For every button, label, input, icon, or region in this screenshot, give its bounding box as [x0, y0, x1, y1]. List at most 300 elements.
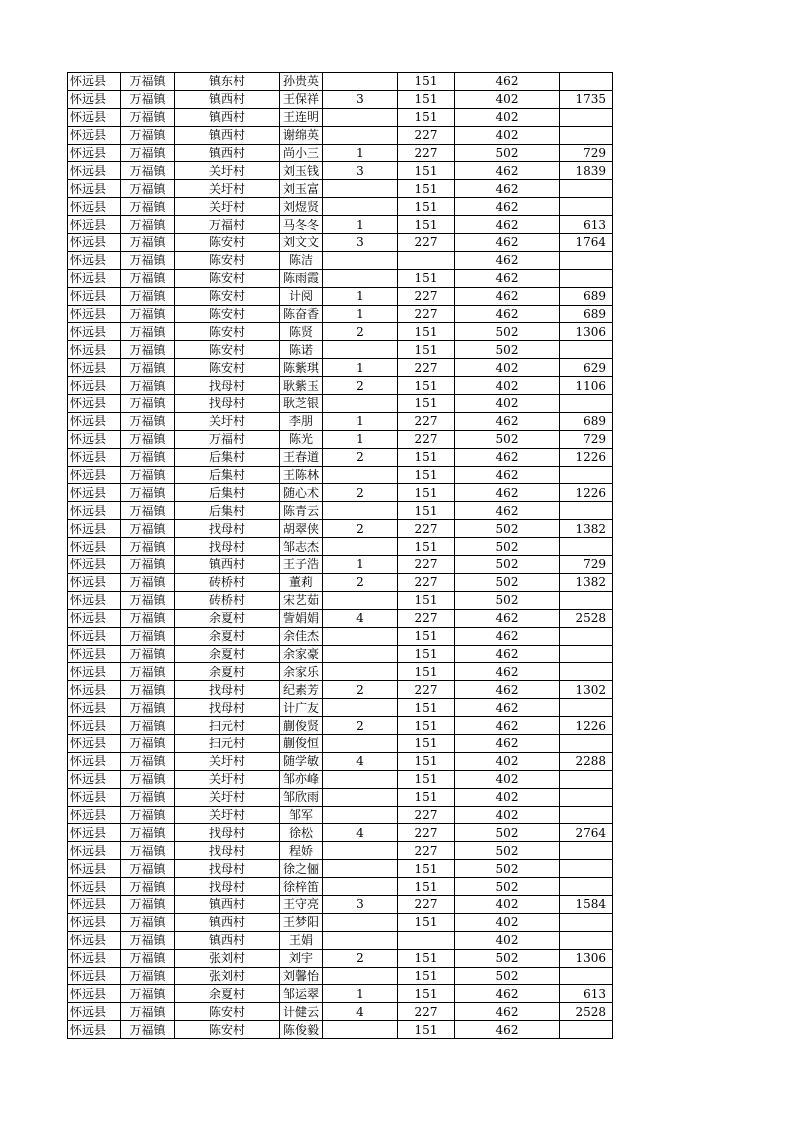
value-a-cell[interactable]: 151 — [398, 198, 455, 216]
count-cell[interactable]: 3 — [323, 234, 398, 252]
value-b-cell[interactable]: 462 — [455, 305, 560, 323]
amount-cell[interactable] — [560, 502, 613, 520]
amount-cell[interactable]: 2528 — [560, 609, 613, 627]
town-cell[interactable]: 万福镇 — [121, 502, 175, 520]
village-cell[interactable]: 关圩村 — [175, 162, 280, 180]
value-a-cell[interactable]: 227 — [398, 824, 455, 842]
value-b-cell[interactable]: 402 — [455, 395, 560, 413]
name-cell[interactable]: 王春道 — [280, 448, 323, 466]
name-cell[interactable]: 陈洁 — [280, 251, 323, 269]
value-a-cell[interactable]: 151 — [398, 949, 455, 967]
value-b-cell[interactable]: 402 — [455, 359, 560, 377]
name-cell[interactable]: 陈诺 — [280, 341, 323, 359]
county-cell[interactable]: 怀远县 — [68, 269, 121, 287]
county-cell[interactable]: 怀远县 — [68, 734, 121, 752]
value-b-cell[interactable]: 402 — [455, 788, 560, 806]
value-a-cell[interactable]: 151 — [398, 90, 455, 108]
count-cell[interactable] — [323, 645, 398, 663]
amount-cell[interactable] — [560, 860, 613, 878]
amount-cell[interactable]: 629 — [560, 359, 613, 377]
town-cell[interactable]: 万福镇 — [121, 860, 175, 878]
name-cell[interactable]: 王子浩 — [280, 556, 323, 574]
value-a-cell[interactable] — [398, 251, 455, 269]
value-a-cell[interactable]: 151 — [398, 645, 455, 663]
name-cell[interactable]: 计阅 — [280, 287, 323, 305]
town-cell[interactable]: 万福镇 — [121, 806, 175, 824]
town-cell[interactable]: 万福镇 — [121, 931, 175, 949]
town-cell[interactable]: 万福镇 — [121, 180, 175, 198]
village-cell[interactable]: 余夏村 — [175, 627, 280, 645]
town-cell[interactable]: 万福镇 — [121, 305, 175, 323]
name-cell[interactable]: 徐梓笛 — [280, 878, 323, 896]
county-cell[interactable]: 怀远县 — [68, 627, 121, 645]
name-cell[interactable]: 刘玉富 — [280, 180, 323, 198]
value-a-cell[interactable]: 151 — [398, 466, 455, 484]
count-cell[interactable] — [323, 842, 398, 860]
county-cell[interactable]: 怀远县 — [68, 359, 121, 377]
village-cell[interactable]: 后集村 — [175, 502, 280, 520]
county-cell[interactable]: 怀远县 — [68, 967, 121, 985]
name-cell[interactable]: 王梦阳 — [280, 913, 323, 931]
value-b-cell[interactable]: 462 — [455, 627, 560, 645]
county-cell[interactable]: 怀远县 — [68, 377, 121, 395]
value-a-cell[interactable]: 151 — [398, 538, 455, 556]
value-b-cell[interactable]: 462 — [455, 251, 560, 269]
count-cell[interactable] — [323, 538, 398, 556]
count-cell[interactable] — [323, 878, 398, 896]
name-cell[interactable]: 宋艺茹 — [280, 591, 323, 609]
value-b-cell[interactable]: 402 — [455, 770, 560, 788]
village-cell[interactable]: 找母村 — [175, 699, 280, 717]
village-cell[interactable]: 镇西村 — [175, 144, 280, 162]
town-cell[interactable]: 万福镇 — [121, 985, 175, 1003]
amount-cell[interactable] — [560, 699, 613, 717]
county-cell[interactable]: 怀远县 — [68, 556, 121, 574]
amount-cell[interactable]: 729 — [560, 430, 613, 448]
county-cell[interactable]: 怀远县 — [68, 234, 121, 252]
value-a-cell[interactable]: 227 — [398, 126, 455, 144]
count-cell[interactable]: 1 — [323, 556, 398, 574]
village-cell[interactable]: 余夏村 — [175, 609, 280, 627]
county-cell[interactable]: 怀远县 — [68, 448, 121, 466]
name-cell[interactable]: 纪素芳 — [280, 681, 323, 699]
village-cell[interactable]: 关圩村 — [175, 180, 280, 198]
county-cell[interactable]: 怀远县 — [68, 609, 121, 627]
count-cell[interactable] — [323, 806, 398, 824]
name-cell[interactable]: 李朋 — [280, 412, 323, 430]
name-cell[interactable]: 王陈林 — [280, 466, 323, 484]
village-cell[interactable]: 找母村 — [175, 377, 280, 395]
count-cell[interactable] — [323, 108, 398, 126]
value-b-cell[interactable]: 502 — [455, 573, 560, 591]
value-b-cell[interactable]: 462 — [455, 1003, 560, 1021]
value-a-cell[interactable]: 151 — [398, 377, 455, 395]
value-b-cell[interactable]: 462 — [455, 734, 560, 752]
county-cell[interactable]: 怀远县 — [68, 108, 121, 126]
village-cell[interactable]: 扫元村 — [175, 717, 280, 735]
amount-cell[interactable]: 1306 — [560, 949, 613, 967]
amount-cell[interactable]: 1382 — [560, 520, 613, 538]
count-cell[interactable] — [323, 126, 398, 144]
value-b-cell[interactable]: 462 — [455, 985, 560, 1003]
value-b-cell[interactable]: 462 — [455, 287, 560, 305]
town-cell[interactable]: 万福镇 — [121, 126, 175, 144]
town-cell[interactable]: 万福镇 — [121, 591, 175, 609]
name-cell[interactable]: 陈奋香 — [280, 305, 323, 323]
count-cell[interactable]: 4 — [323, 824, 398, 842]
value-a-cell[interactable]: 227 — [398, 430, 455, 448]
village-cell[interactable]: 关圩村 — [175, 770, 280, 788]
amount-cell[interactable]: 689 — [560, 287, 613, 305]
count-cell[interactable]: 1 — [323, 985, 398, 1003]
value-b-cell[interactable]: 402 — [455, 895, 560, 913]
name-cell[interactable]: 刘馨怡 — [280, 967, 323, 985]
value-a-cell[interactable]: 151 — [398, 663, 455, 681]
amount-cell[interactable] — [560, 108, 613, 126]
town-cell[interactable]: 万福镇 — [121, 144, 175, 162]
count-cell[interactable] — [323, 913, 398, 931]
value-b-cell[interactable]: 462 — [455, 466, 560, 484]
count-cell[interactable]: 1 — [323, 430, 398, 448]
amount-cell[interactable]: 729 — [560, 556, 613, 574]
county-cell[interactable]: 怀远县 — [68, 949, 121, 967]
value-b-cell[interactable]: 402 — [455, 90, 560, 108]
town-cell[interactable]: 万福镇 — [121, 913, 175, 931]
town-cell[interactable]: 万福镇 — [121, 752, 175, 770]
value-a-cell[interactable]: 151 — [398, 860, 455, 878]
value-b-cell[interactable]: 462 — [455, 1021, 560, 1039]
town-cell[interactable]: 万福镇 — [121, 770, 175, 788]
amount-cell[interactable]: 1106 — [560, 377, 613, 395]
name-cell[interactable]: 邹欣雨 — [280, 788, 323, 806]
value-b-cell[interactable]: 462 — [455, 502, 560, 520]
name-cell[interactable]: 邹亦峰 — [280, 770, 323, 788]
village-cell[interactable]: 砖桥村 — [175, 591, 280, 609]
county-cell[interactable]: 怀远县 — [68, 842, 121, 860]
count-cell[interactable] — [323, 466, 398, 484]
value-a-cell[interactable]: 151 — [398, 913, 455, 931]
name-cell[interactable]: 耿紫玉 — [280, 377, 323, 395]
town-cell[interactable]: 万福镇 — [121, 895, 175, 913]
value-a-cell[interactable]: 227 — [398, 144, 455, 162]
town-cell[interactable]: 万福镇 — [121, 412, 175, 430]
value-b-cell[interactable]: 462 — [455, 269, 560, 287]
village-cell[interactable]: 陈安村 — [175, 341, 280, 359]
value-a-cell[interactable]: 227 — [398, 895, 455, 913]
count-cell[interactable]: 2 — [323, 377, 398, 395]
name-cell[interactable]: 徐松 — [280, 824, 323, 842]
value-a-cell[interactable]: 151 — [398, 878, 455, 896]
value-a-cell[interactable]: 151 — [398, 699, 455, 717]
county-cell[interactable]: 怀远县 — [68, 484, 121, 502]
town-cell[interactable]: 万福镇 — [121, 377, 175, 395]
county-cell[interactable]: 怀远县 — [68, 395, 121, 413]
value-a-cell[interactable]: 151 — [398, 108, 455, 126]
name-cell[interactable]: 徐之俪 — [280, 860, 323, 878]
name-cell[interactable]: 随心术 — [280, 484, 323, 502]
town-cell[interactable]: 万福镇 — [121, 573, 175, 591]
count-cell[interactable] — [323, 341, 398, 359]
village-cell[interactable]: 陈安村 — [175, 305, 280, 323]
name-cell[interactable]: 陈光 — [280, 430, 323, 448]
amount-cell[interactable] — [560, 788, 613, 806]
value-b-cell[interactable]: 502 — [455, 878, 560, 896]
county-cell[interactable]: 怀远县 — [68, 412, 121, 430]
value-b-cell[interactable]: 502 — [455, 323, 560, 341]
county-cell[interactable]: 怀远县 — [68, 860, 121, 878]
county-cell[interactable]: 怀远县 — [68, 681, 121, 699]
count-cell[interactable]: 1 — [323, 359, 398, 377]
amount-cell[interactable]: 613 — [560, 216, 613, 234]
value-a-cell[interactable]: 151 — [398, 216, 455, 234]
value-b-cell[interactable]: 462 — [455, 699, 560, 717]
village-cell[interactable]: 关圩村 — [175, 752, 280, 770]
count-cell[interactable] — [323, 734, 398, 752]
count-cell[interactable] — [323, 251, 398, 269]
amount-cell[interactable] — [560, 627, 613, 645]
county-cell[interactable]: 怀远县 — [68, 1021, 121, 1039]
value-a-cell[interactable]: 227 — [398, 681, 455, 699]
value-a-cell[interactable]: 227 — [398, 806, 455, 824]
village-cell[interactable]: 陈安村 — [175, 234, 280, 252]
amount-cell[interactable] — [560, 770, 613, 788]
value-b-cell[interactable]: 462 — [455, 681, 560, 699]
count-cell[interactable]: 2 — [323, 448, 398, 466]
county-cell[interactable]: 怀远县 — [68, 287, 121, 305]
town-cell[interactable]: 万福镇 — [121, 90, 175, 108]
value-b-cell[interactable]: 462 — [455, 448, 560, 466]
amount-cell[interactable] — [560, 878, 613, 896]
village-cell[interactable]: 关圩村 — [175, 412, 280, 430]
count-cell[interactable]: 1 — [323, 305, 398, 323]
village-cell[interactable]: 陈安村 — [175, 359, 280, 377]
county-cell[interactable]: 怀远县 — [68, 895, 121, 913]
town-cell[interactable]: 万福镇 — [121, 198, 175, 216]
amount-cell[interactable] — [560, 538, 613, 556]
town-cell[interactable]: 万福镇 — [121, 108, 175, 126]
town-cell[interactable]: 万福镇 — [121, 1021, 175, 1039]
value-b-cell[interactable]: 502 — [455, 967, 560, 985]
value-a-cell[interactable]: 151 — [398, 484, 455, 502]
value-b-cell[interactable]: 462 — [455, 717, 560, 735]
village-cell[interactable]: 砖桥村 — [175, 573, 280, 591]
amount-cell[interactable] — [560, 395, 613, 413]
town-cell[interactable]: 万福镇 — [121, 734, 175, 752]
village-cell[interactable]: 镇西村 — [175, 931, 280, 949]
county-cell[interactable]: 怀远县 — [68, 770, 121, 788]
village-cell[interactable]: 陈安村 — [175, 287, 280, 305]
name-cell[interactable]: 耿芝银 — [280, 395, 323, 413]
village-cell[interactable]: 万福村 — [175, 430, 280, 448]
name-cell[interactable]: 计健云 — [280, 1003, 323, 1021]
value-a-cell[interactable]: 151 — [398, 323, 455, 341]
county-cell[interactable]: 怀远县 — [68, 144, 121, 162]
village-cell[interactable]: 张刘村 — [175, 967, 280, 985]
count-cell[interactable]: 2 — [323, 520, 398, 538]
county-cell[interactable]: 怀远县 — [68, 717, 121, 735]
value-b-cell[interactable]: 402 — [455, 931, 560, 949]
amount-cell[interactable] — [560, 341, 613, 359]
amount-cell[interactable]: 613 — [560, 985, 613, 1003]
value-a-cell[interactable]: 151 — [398, 448, 455, 466]
value-a-cell[interactable]: 151 — [398, 770, 455, 788]
name-cell[interactable]: 马冬冬 — [280, 216, 323, 234]
amount-cell[interactable]: 1226 — [560, 717, 613, 735]
village-cell[interactable]: 陈安村 — [175, 323, 280, 341]
town-cell[interactable]: 万福镇 — [121, 341, 175, 359]
value-a-cell[interactable]: 151 — [398, 734, 455, 752]
town-cell[interactable]: 万福镇 — [121, 681, 175, 699]
county-cell[interactable]: 怀远县 — [68, 752, 121, 770]
name-cell[interactable]: 王保祥 — [280, 90, 323, 108]
count-cell[interactable] — [323, 627, 398, 645]
value-a-cell[interactable]: 151 — [398, 717, 455, 735]
amount-cell[interactable] — [560, 806, 613, 824]
village-cell[interactable]: 找母村 — [175, 395, 280, 413]
town-cell[interactable]: 万福镇 — [121, 717, 175, 735]
county-cell[interactable]: 怀远县 — [68, 520, 121, 538]
village-cell[interactable]: 镇西村 — [175, 126, 280, 144]
name-cell[interactable]: 蒯俊恒 — [280, 734, 323, 752]
county-cell[interactable]: 怀远县 — [68, 73, 121, 91]
name-cell[interactable]: 邹运翠 — [280, 985, 323, 1003]
amount-cell[interactable]: 689 — [560, 305, 613, 323]
amount-cell[interactable] — [560, 251, 613, 269]
name-cell[interactable]: 刘玉钱 — [280, 162, 323, 180]
amount-cell[interactable] — [560, 73, 613, 91]
town-cell[interactable]: 万福镇 — [121, 538, 175, 556]
village-cell[interactable]: 镇东村 — [175, 73, 280, 91]
count-cell[interactable] — [323, 269, 398, 287]
count-cell[interactable]: 4 — [323, 609, 398, 627]
town-cell[interactable]: 万福镇 — [121, 520, 175, 538]
name-cell[interactable]: 陈雨霞 — [280, 269, 323, 287]
value-a-cell[interactable]: 151 — [398, 341, 455, 359]
value-b-cell[interactable]: 502 — [455, 538, 560, 556]
amount-cell[interactable] — [560, 1021, 613, 1039]
village-cell[interactable]: 后集村 — [175, 448, 280, 466]
amount-cell[interactable] — [560, 198, 613, 216]
village-cell[interactable]: 关圩村 — [175, 198, 280, 216]
village-cell[interactable]: 余夏村 — [175, 645, 280, 663]
value-b-cell[interactable]: 462 — [455, 609, 560, 627]
name-cell[interactable]: 计广友 — [280, 699, 323, 717]
town-cell[interactable]: 万福镇 — [121, 645, 175, 663]
value-b-cell[interactable]: 502 — [455, 842, 560, 860]
name-cell[interactable]: 陈紫琪 — [280, 359, 323, 377]
amount-cell[interactable] — [560, 663, 613, 681]
village-cell[interactable]: 找母村 — [175, 538, 280, 556]
town-cell[interactable]: 万福镇 — [121, 287, 175, 305]
count-cell[interactable] — [323, 395, 398, 413]
town-cell[interactable]: 万福镇 — [121, 788, 175, 806]
county-cell[interactable]: 怀远县 — [68, 502, 121, 520]
count-cell[interactable] — [323, 73, 398, 91]
value-b-cell[interactable]: 502 — [455, 824, 560, 842]
county-cell[interactable]: 怀远县 — [68, 180, 121, 198]
name-cell[interactable]: 陈贤 — [280, 323, 323, 341]
value-a-cell[interactable]: 151 — [398, 269, 455, 287]
village-cell[interactable]: 找母村 — [175, 520, 280, 538]
value-b-cell[interactable]: 462 — [455, 412, 560, 430]
value-a-cell[interactable]: 227 — [398, 287, 455, 305]
county-cell[interactable]: 怀远县 — [68, 341, 121, 359]
count-cell[interactable]: 3 — [323, 162, 398, 180]
name-cell[interactable]: 陈俊毅 — [280, 1021, 323, 1039]
value-b-cell[interactable]: 402 — [455, 913, 560, 931]
county-cell[interactable]: 怀远县 — [68, 645, 121, 663]
name-cell[interactable]: 刘宇 — [280, 949, 323, 967]
name-cell[interactable]: 余佳杰 — [280, 627, 323, 645]
value-a-cell[interactable]: 151 — [398, 591, 455, 609]
name-cell[interactable]: 余家豪 — [280, 645, 323, 663]
town-cell[interactable]: 万福镇 — [121, 269, 175, 287]
amount-cell[interactable] — [560, 645, 613, 663]
count-cell[interactable]: 1 — [323, 216, 398, 234]
value-a-cell[interactable] — [398, 931, 455, 949]
village-cell[interactable]: 扫元村 — [175, 734, 280, 752]
name-cell[interactable]: 邹志杰 — [280, 538, 323, 556]
value-a-cell[interactable]: 227 — [398, 842, 455, 860]
value-b-cell[interactable]: 502 — [455, 949, 560, 967]
village-cell[interactable]: 万福村 — [175, 216, 280, 234]
name-cell[interactable]: 余家乐 — [280, 663, 323, 681]
name-cell[interactable]: 尚小三 — [280, 144, 323, 162]
amount-cell[interactable] — [560, 913, 613, 931]
count-cell[interactable]: 2 — [323, 573, 398, 591]
count-cell[interactable] — [323, 931, 398, 949]
count-cell[interactable]: 2 — [323, 323, 398, 341]
town-cell[interactable]: 万福镇 — [121, 359, 175, 377]
village-cell[interactable]: 找母村 — [175, 878, 280, 896]
county-cell[interactable]: 怀远县 — [68, 430, 121, 448]
town-cell[interactable]: 万福镇 — [121, 251, 175, 269]
count-cell[interactable]: 4 — [323, 1003, 398, 1021]
value-a-cell[interactable]: 151 — [398, 180, 455, 198]
county-cell[interactable]: 怀远县 — [68, 931, 121, 949]
amount-cell[interactable]: 1584 — [560, 895, 613, 913]
value-a-cell[interactable]: 227 — [398, 1003, 455, 1021]
name-cell[interactable]: 訾娟娟 — [280, 609, 323, 627]
town-cell[interactable]: 万福镇 — [121, 949, 175, 967]
value-a-cell[interactable]: 151 — [398, 752, 455, 770]
value-a-cell[interactable]: 227 — [398, 573, 455, 591]
town-cell[interactable]: 万福镇 — [121, 234, 175, 252]
name-cell[interactable]: 程娇 — [280, 842, 323, 860]
county-cell[interactable]: 怀远县 — [68, 305, 121, 323]
town-cell[interactable]: 万福镇 — [121, 663, 175, 681]
village-cell[interactable]: 余夏村 — [175, 985, 280, 1003]
amount-cell[interactable]: 1735 — [560, 90, 613, 108]
village-cell[interactable]: 后集村 — [175, 466, 280, 484]
county-cell[interactable]: 怀远县 — [68, 663, 121, 681]
count-cell[interactable] — [323, 967, 398, 985]
county-cell[interactable]: 怀远县 — [68, 198, 121, 216]
name-cell[interactable]: 董莉 — [280, 573, 323, 591]
value-a-cell[interactable]: 227 — [398, 234, 455, 252]
value-b-cell[interactable]: 502 — [455, 520, 560, 538]
name-cell[interactable]: 王连明 — [280, 108, 323, 126]
count-cell[interactable]: 2 — [323, 949, 398, 967]
value-b-cell[interactable]: 402 — [455, 806, 560, 824]
amount-cell[interactable] — [560, 126, 613, 144]
value-b-cell[interactable]: 462 — [455, 645, 560, 663]
amount-cell[interactable]: 1839 — [560, 162, 613, 180]
amount-cell[interactable] — [560, 842, 613, 860]
count-cell[interactable] — [323, 1021, 398, 1039]
village-cell[interactable]: 找母村 — [175, 824, 280, 842]
value-a-cell[interactable]: 227 — [398, 305, 455, 323]
